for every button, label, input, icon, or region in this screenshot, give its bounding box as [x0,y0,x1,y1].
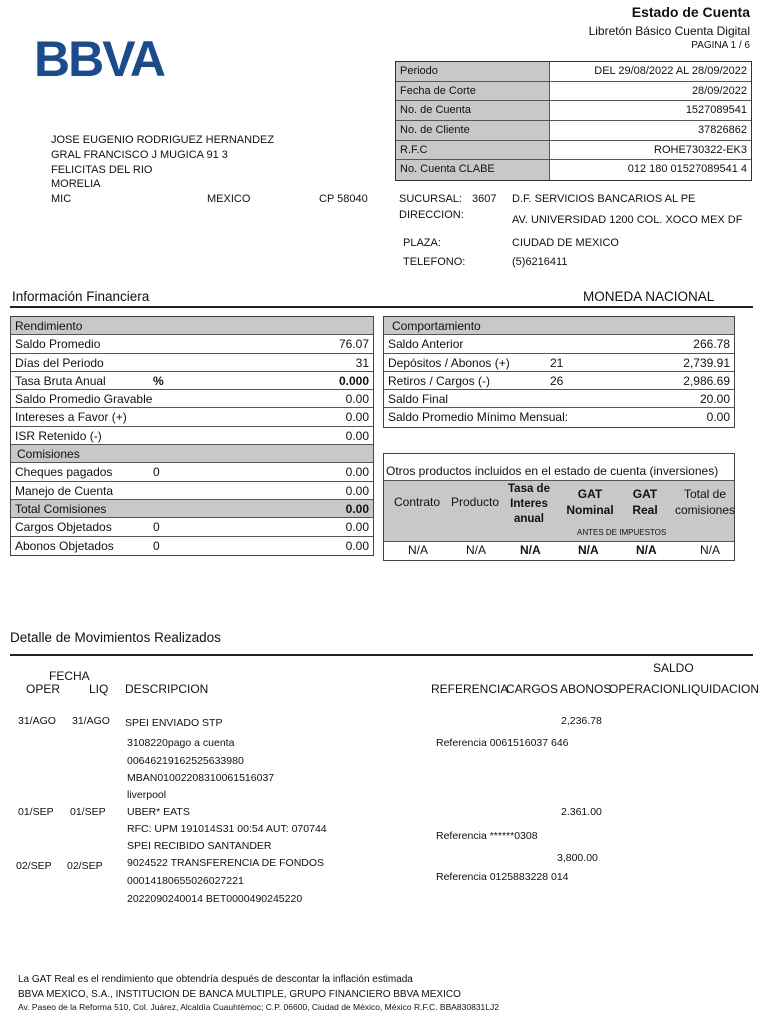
info-label: No. de Cliente [396,121,550,140]
rendimiento-header-label: Rendimiento [15,319,83,333]
mov-amount: 2.361.00 [561,806,602,818]
info-row-fecha-corte [396,82,751,102]
info-label: Periodo [396,62,550,81]
mov-oper-date: 02/SEP [16,860,52,872]
comisiones-header [11,445,373,463]
row-value: 266.78 [693,337,730,352]
table-row [384,408,734,426]
document-title: Estado de Cuenta [631,4,750,20]
row-mid [590,408,650,426]
col-oper: OPER [26,682,61,696]
row-mid: 26 [550,373,564,388]
info-label: No. de Cuenta [396,101,550,120]
customer-name: JOSE EUGENIO RODRIGUEZ HERNANDEZ [51,134,275,146]
sucursal-name: D.F. SERVICIOS BANCARIOS AL PE [512,193,696,205]
row-label: Depósitos / Abonos (+) [388,355,510,370]
customer-state: MIC [51,193,72,205]
row-label: Días del Periodo [15,355,104,370]
info-row-cuenta [396,101,751,121]
mov-desc-line: RFC: UPM 191014S31 00:54 AUT: 070744 [127,823,327,835]
mov-desc-line: MBAN01002208310061516037 [127,772,275,784]
row-label: Retiros / Cargos (-) [388,373,491,388]
mov-referencia: Referencia ******0308 [436,830,538,842]
mov-liq-date: 01/SEP [70,806,106,818]
col-fecha: FECHA [49,669,90,683]
mov-desc-line: UBER* EATS [127,806,190,818]
info-value: 012 180 01527089541 4 [627,163,747,176]
mov-oper-date: 01/SEP [18,806,54,818]
telefono-value: (5)6216411 [512,256,568,268]
document-subtitle: Libretón Básico Cuenta Digital [588,24,750,38]
total-comisiones-row [11,500,373,518]
col-descripcion: DESCRIPCION [125,682,209,696]
rendimiento-table [10,316,374,556]
table-row [11,518,373,536]
row-label: Saldo Final [388,392,449,407]
row-mid: 0 [153,538,160,553]
table-row [11,390,373,408]
row-mid [229,482,289,499]
otros-title: Otros productos incluidos en el estado de cuenta (inversiones) [384,454,734,481]
customer-country: MEXICO [207,193,251,205]
row-mid [229,427,289,444]
customer-colony: FELICITAS DEL RIO [51,164,153,176]
info-label: Fecha de Corte [396,82,550,101]
otros-value: N/A [520,543,541,557]
table-row [11,482,373,500]
customer-cp: CP 58040 [319,193,368,205]
row-label: Saldo Promedio Mínimo Mensual: [388,410,569,425]
row-value: 2,986.69 [683,373,730,388]
otros-col-gat-nominal: GAT Nominal [566,487,614,517]
otros-value: N/A [700,543,721,557]
col-referencia: REFERENCIA [431,682,509,696]
antes-impuestos-note: ANTES DE IMPUESTOS [577,528,667,537]
plaza-label: PLAZA: [403,237,441,249]
mov-referencia: Referencia 0125883228 014 [436,871,569,883]
row-value: 0.00 [345,392,369,407]
direccion-label: DIRECCION: [399,209,464,221]
mov-oper-date: 31/AGO [18,715,56,727]
page-number: PAGINA 1 / 6 [691,40,750,51]
col-liquidacion: LIQUIDACION [681,682,760,696]
footer-bank-name: BBVA MEXICO, S.A., INSTITUCION DE BANCA MULTIPLE, GRUPO FINANCIERO BBVA MEXICO [18,989,461,1000]
mov-desc-line: SPEI ENVIADO STP [125,717,223,729]
comportamiento-header [384,317,734,335]
otros-value: N/A [578,543,599,557]
mov-desc-line: liverpool [127,789,167,801]
row-mid [229,354,289,371]
col-saldo: SALDO [653,661,694,675]
plaza-value: CIUDAD DE MEXICO [512,237,619,249]
info-row-cliente [396,121,751,141]
row-mid [229,408,289,425]
row-value: 0.00 [345,520,369,535]
mov-liq-date: 02/SEP [67,860,103,872]
footer-gat-note: La GAT Real es el rendimiento que obtendría después de descontar la inflación estimada [18,974,413,985]
otros-productos-table [383,453,735,561]
otros-value: N/A [636,543,657,557]
table-row [11,537,373,555]
customer-city: MORELIA [51,178,101,190]
col-liq: LIQ [89,682,109,696]
row-value: 0.00 [345,483,369,498]
info-row-rfc [396,141,751,161]
row-value: 2,739.91 [683,355,730,370]
info-label: No. Cuenta CLABE [396,160,550,180]
row-label: Saldo Promedio Gravable [15,392,153,407]
info-value: 37826862 [698,124,747,137]
footer-address: Av. Paseo de la Reforma 510, Col. Juárez, Alcaldía Cuauhtémoc; C.P. 06600, Ciudad de México, México R.F.C. BBA830831LJ2 [18,1002,499,1012]
row-label: Cargos Objetados [15,520,112,535]
sucursal-number: 3607 [472,193,497,205]
account-info-box [395,61,752,181]
mov-liq-date: 31/AGO [72,715,110,727]
financial-title: Información Financiera [12,289,150,304]
row-value: 31 [355,355,369,370]
direccion-value: AV. UNIVERSIDAD 1200 COL. XOCO MEX DF [512,214,743,226]
row-value: 0.00 [345,538,369,553]
row-value: 0.00 [706,410,730,425]
mov-desc-line: 00646219162525633980 [127,755,244,767]
row-label: Cheques pagados [15,465,113,480]
mov-desc-line: SPEI RECIBIDO SANTANDER [127,840,272,852]
table-row [11,372,373,390]
mov-referencia: Referencia 0061516037 646 [436,737,569,749]
telefono-label: TELEFONO: [403,256,466,268]
comisiones-header-label: Comisiones [17,447,80,462]
row-mid [590,335,650,352]
row-value: 20.00 [699,392,730,407]
info-value: 1527089541 [685,104,747,117]
table-row [11,427,373,445]
otros-col-gat-real: GAT Real [632,487,658,517]
mov-desc-line: 00014180655026027221 [127,875,244,887]
otros-col-producto: Producto [451,495,500,509]
table-row [384,354,734,372]
info-value: ROHE730322-EK3 [654,143,747,156]
mov-amount: 3,800.00 [557,852,598,864]
col-abonos: ABONOS [560,682,612,696]
row-label: Saldo Anterior [388,337,464,352]
otros-value: N/A [408,543,429,557]
row-mid: 0 [153,465,160,480]
row-mid: % [153,373,164,388]
table-row [11,335,373,353]
table-row [384,372,734,390]
mov-desc-line: 3108220pago a cuenta [127,737,235,749]
bbva-logo [34,32,174,83]
row-value: 0.000 [338,373,369,388]
otros-col-total-comisiones: Total de comisiones [674,487,736,517]
customer-street: GRAL FRANCISCO J MUGICA 91 3 [51,149,228,161]
row-mid: 0 [153,520,160,535]
row-mid [229,390,289,407]
table-row [384,390,734,408]
section-rule [10,306,753,308]
row-value: 0.00 [345,410,369,425]
info-row-clabe [396,160,751,180]
sucursal-label: SUCURSAL: [399,193,462,205]
movements-rule [10,654,753,656]
row-label: Saldo Promedio [15,337,101,352]
col-cargos: CARGOS [506,682,559,696]
comportamiento-table [383,316,735,428]
info-label: R.F.C [396,141,550,160]
info-row-periodo [396,62,751,82]
table-row [11,354,373,372]
otros-col-tasa: Tasa de Interes anual [508,483,550,525]
row-label: Abonos Objetados [15,538,114,553]
comportamiento-header-label: Comportamiento [392,319,481,333]
logo-text: BBVA [34,32,164,80]
mov-desc-line: 9024522 TRANSFERENCIA DE FONDOS [127,857,325,869]
row-label: Intereses a Favor (+) [15,410,127,425]
row-label: Tasa Bruta Anual [15,373,106,388]
mov-amount: 2,236.78 [561,715,602,727]
table-row [384,335,734,353]
row-value: 0.00 [345,501,369,516]
otros-value: N/A [466,543,487,557]
mov-desc-line: 2022090240014 BET0000490245220 [127,893,303,905]
info-value: DEL 29/08/2022 AL 28/09/2022 [594,65,747,77]
row-mid [590,390,650,407]
col-operacion: OPERACION [609,682,682,696]
info-value: 28/09/2022 [691,84,747,97]
row-value: 0.00 [345,428,369,443]
otros-col-contrato: Contrato [394,495,441,509]
row-mid: 21 [550,355,564,370]
row-label: Manejo de Cuenta [15,483,114,498]
row-mid [229,335,289,352]
currency-label: MONEDA NACIONAL [583,289,715,304]
table-row [11,408,373,426]
row-label: ISR Retenido (-) [15,428,102,443]
rendimiento-header [11,317,373,335]
table-row [11,463,373,481]
row-value: 0.00 [345,465,369,480]
row-label: Total Comisiones [15,501,107,516]
movements-title: Detalle de Movimientos Realizados [10,630,221,645]
row-value: 76.07 [338,337,369,352]
